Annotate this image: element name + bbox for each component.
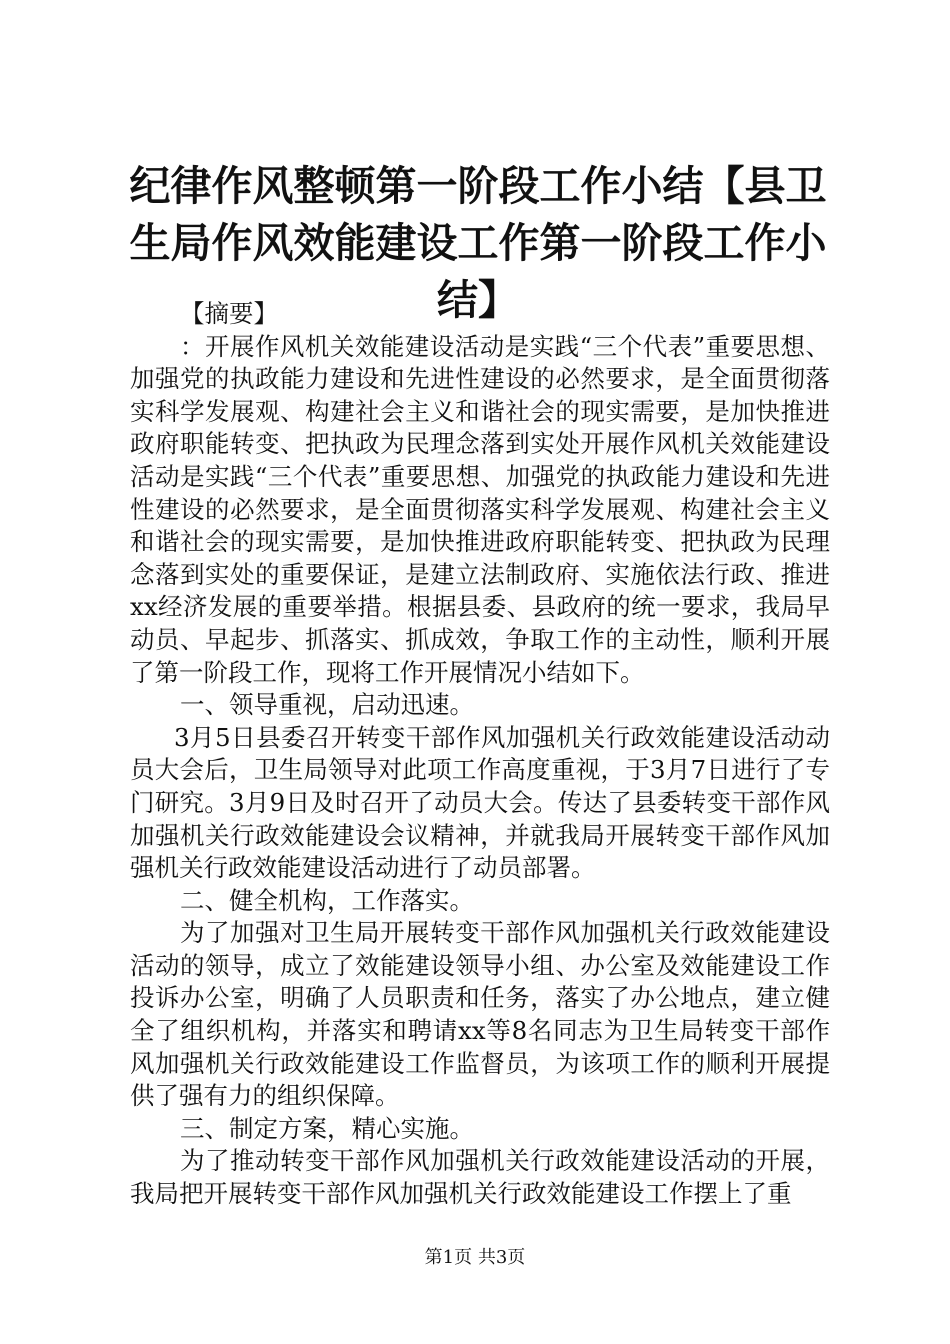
paragraph-abstract: ：开展作风机关效能建设活动是实践“三个代表”重要思想、加强党的执政能力建设和先进性建设的必然要求，是全面贯彻落实科学发展观、构建社会主义和谐社会的现实需要，是加快推进政府职能转变、把执政为民理念落到实处开展作风机关效能建设活动是实践“三个代表”重要思想、加强党的执政能力建设和先进性建设的必然要求，是全面贯彻落实科学发展观、构建社会主义和谐社会的现实需要，是加快推进政府职能转变、把执政为民理念落到实处的重要保证，是建立法制政府、实施依法行政、推进xx经济发展的重要举措。根据县委、县政府的统一要求，我局早动员、早起步、抓落实、抓成效，争取工作的主动性，顺利开展了第一阶段工作，现将工作开展情况小结如下。 <box>130 331 830 687</box>
page-footer: 第1页 共3页 <box>424 1247 526 1268</box>
section-heading-1: 一、领导重视，启动迅速。 <box>180 690 474 720</box>
document-title: 纪律作风整顿第一阶段工作小结【县卫生局作风效能建设工作第一阶段工作小结】 <box>129 162 827 324</box>
section-heading-3: 三、制定方案，精心实施。 <box>180 1113 474 1143</box>
abstract-label: 【摘要】 <box>180 299 278 328</box>
paragraph-section-1: 3月5日县委召开转变干部作风加强机关行政效能建设活动动员大会后，卫生局领导对此项工作高度重视，于3月7日进行了专门研究。3月9日及时召开了动员大会。传达了县委转变干部作风加强机关行政效能建设会议精神，并就我局开展转变干部作风加强机关行政效能建设活动进行了动员部署。 <box>130 722 830 883</box>
section-heading-2: 二、健全机构，工作落实。 <box>180 885 474 915</box>
paragraph-section-2: 为了加强对卫生局开展转变干部作风加强机关行政效能建设活动的领导，成立了效能建设领导小组、办公室及效能建设工作投诉办公室，明确了人员职责和任务，落实了办公地点，建立健全了组织机构，并落实和聘请xx等8名同志为卫生局转变干部作风加强机关行政效能建设工作监督员，为该项工作的顺利开展提供了强有力的组织保障。 <box>130 918 830 1111</box>
paragraph-section-3: 为了推动转变干部作风加强机关行政效能建设活动的开展，我局把开展转变干部作风加强机关行政效能建设工作摆上了重 <box>130 1146 830 1209</box>
document-body <box>130 298 830 1211</box>
